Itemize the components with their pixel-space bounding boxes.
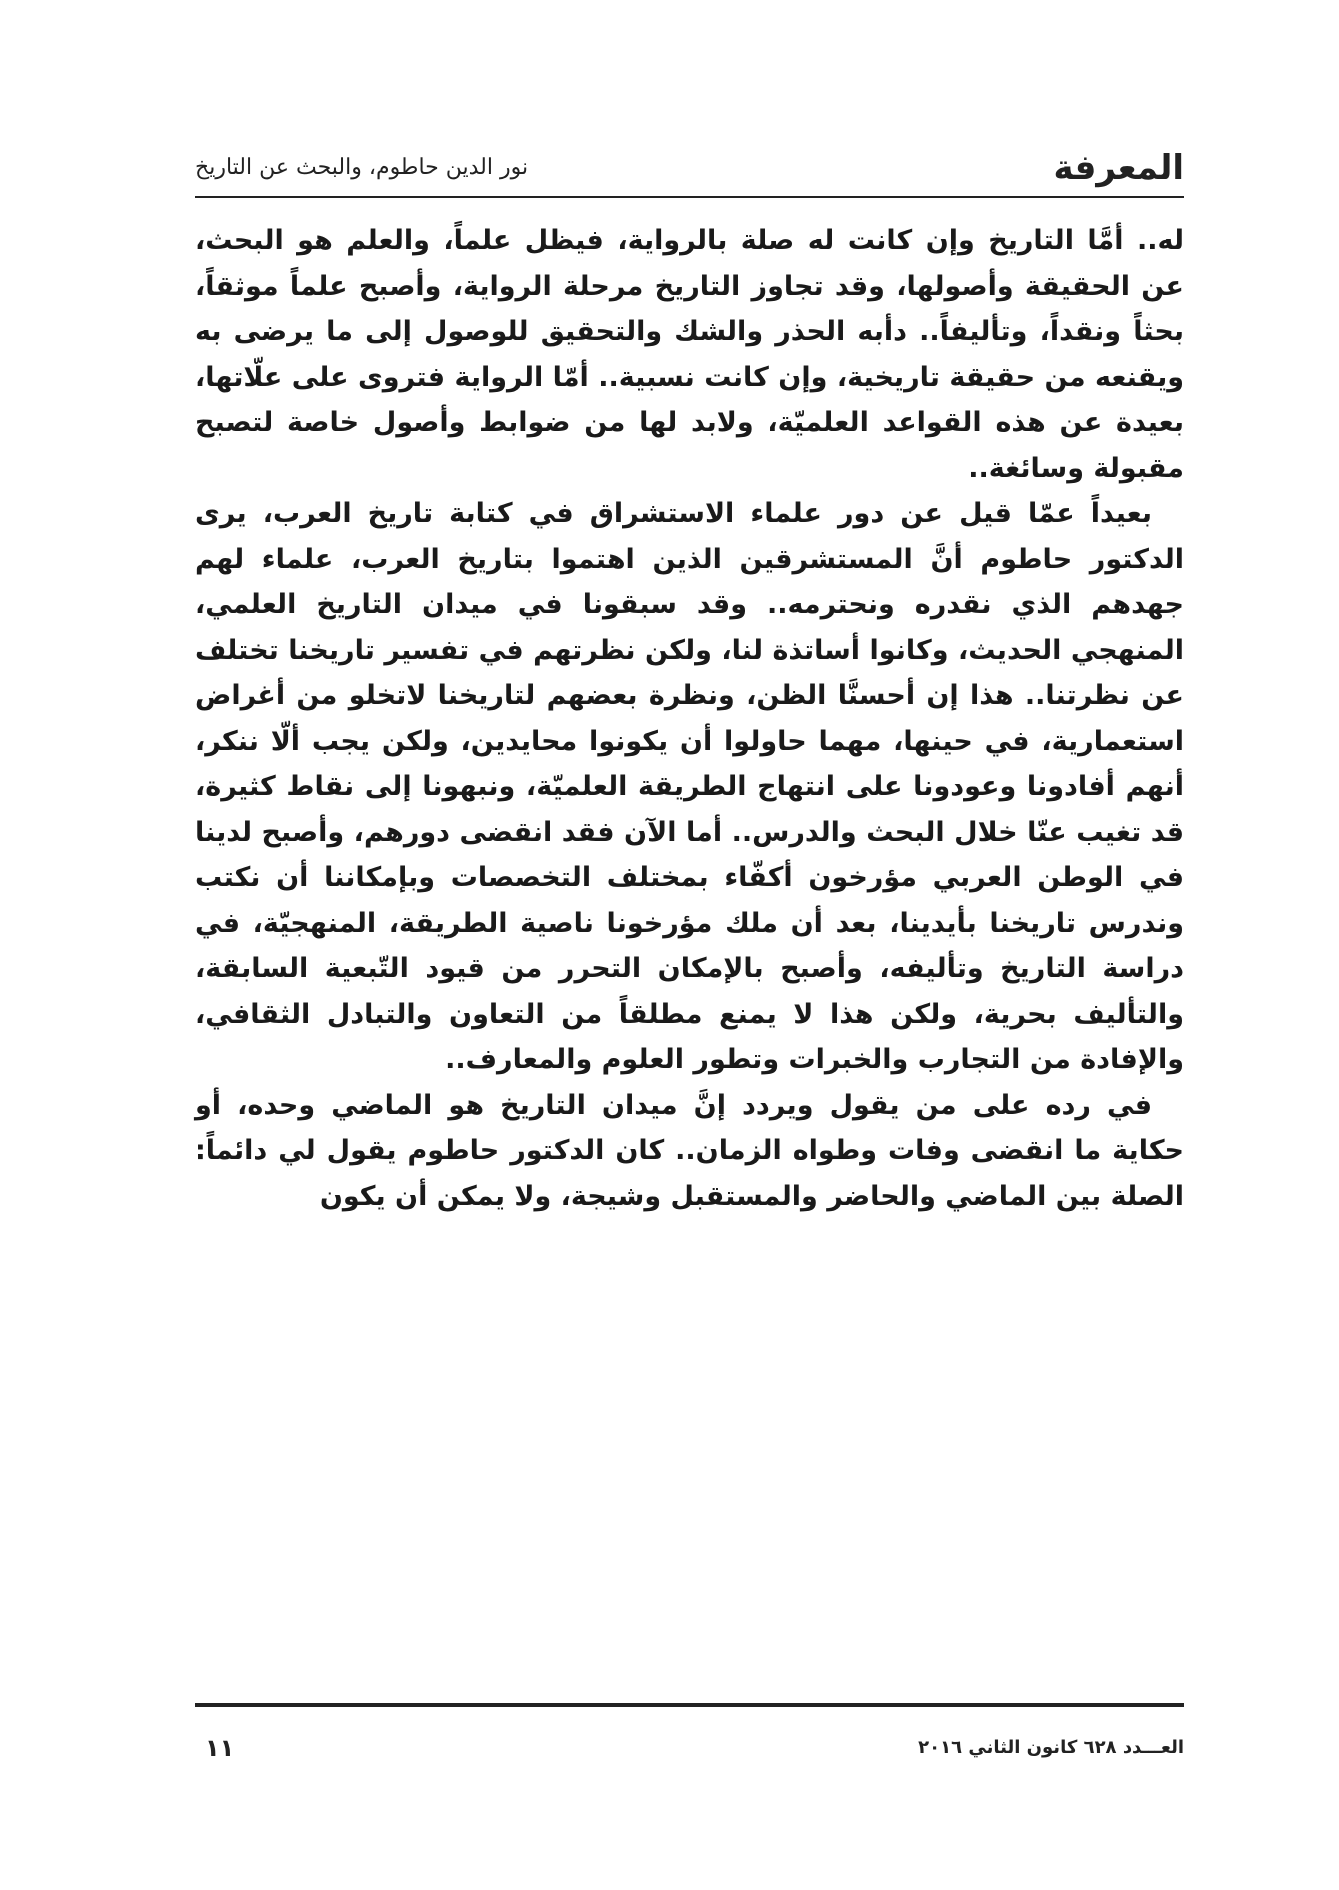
issue-info: العـــدد ٦٢٨ كانون الثاني ٢٠١٦	[918, 1737, 1184, 1758]
page-footer	[195, 1730, 1184, 1770]
header-divider	[195, 196, 1184, 198]
page-number: ١١	[205, 1734, 235, 1762]
running-title: نور الدين حاطوم، والبحث عن التاريخ	[195, 155, 529, 180]
footer-divider	[195, 1703, 1184, 1707]
paragraph: في رده على من يقول ويردد إنَّ ميدان التاريخ هو الماضي وحده، أو حكاية ما انقضى وفات وطواه الزمان.. كان الدكتور حاطوم يقول لي دائماً: الصلة بين الماضي والحاضر والمستقبل وشيجة، ولا يمكن أن يكون	[195, 1089, 1184, 1212]
article-body	[195, 218, 1184, 1219]
magazine-logo: المعرفة	[1053, 148, 1184, 188]
paragraph: له.. أمَّا التاريخ وإن كانت له صلة بالرواية، فيظل علماً، والعلم هو البحث، عن الحقيقة وأصولها، وقد تجاوز التاريخ مرحلة الرواية، وأصبح علماً موثقاً، بحثاً ونقداً، وتأليفاً.. دأبه الحذر والشك والتحقيق للوصول إلى ما يرضى به ويقنعه من حقيقة تاريخية، وإن كانت نسبية.. أمّا الرواية فتروى على علّاتها، بعيدة عن هذه القواعد العلميّة، ولابد لها من ضوابط وأصول خاصة لتصبح مقبولة وسائغة..	[195, 225, 1184, 484]
paragraph: بعيداً عمّا قيل عن دور علماء الاستشراق في كتابة تاريخ العرب، يرى الدكتور حاطوم أنَّ المستشرقين الذين اهتموا بتاريخ العرب، علماء لهم جهدهم الذي نقدره ونحترمه.. وقد سبقونا في ميدان التاريخ العلمي، المنهجي الحديث، وكانوا أساتذة لنا، ولكن نظرتهم في تفسير تاريخنا تختلف عن نظرتنا.. هذا إن أحسنَّا الظن، ونظرة بعضهم لتاريخنا لاتخلو من أغراض استعمارية، في حينها، مهما حاولوا أن يكونوا محايدين، ولكن يجب ألّا ننكر، أنهم أفادونا وعودونا على انتهاج الطريقة العلميّة، ونبهونا إلى نقاط كثيرة، قد تغيب عنّا خلال البحث والدرس.. أما الآن فقد انقضى دورهم، وأصبح لدينا في الوطن العربي مؤرخون أكفّاء بمختلف التخصصات وبإمكاننا أن نكتب وندرس تاريخنا بأيدينا، بعد أن ملك مؤرخونا ناصية الطريقة، المنهجيّة، في دراسة التاريخ وتأليفه، وأصبح بالإمكان التحرر من قيود التّبعية السابقة، والتأليف بحرية، ولكن هذا لا يمنع مطلقاً من التعاون والتبادل الثقافي، والإفادة من التجارب والخبرات وتطور العلوم والمعارف..	[195, 498, 1184, 1075]
page-header	[195, 148, 1184, 188]
